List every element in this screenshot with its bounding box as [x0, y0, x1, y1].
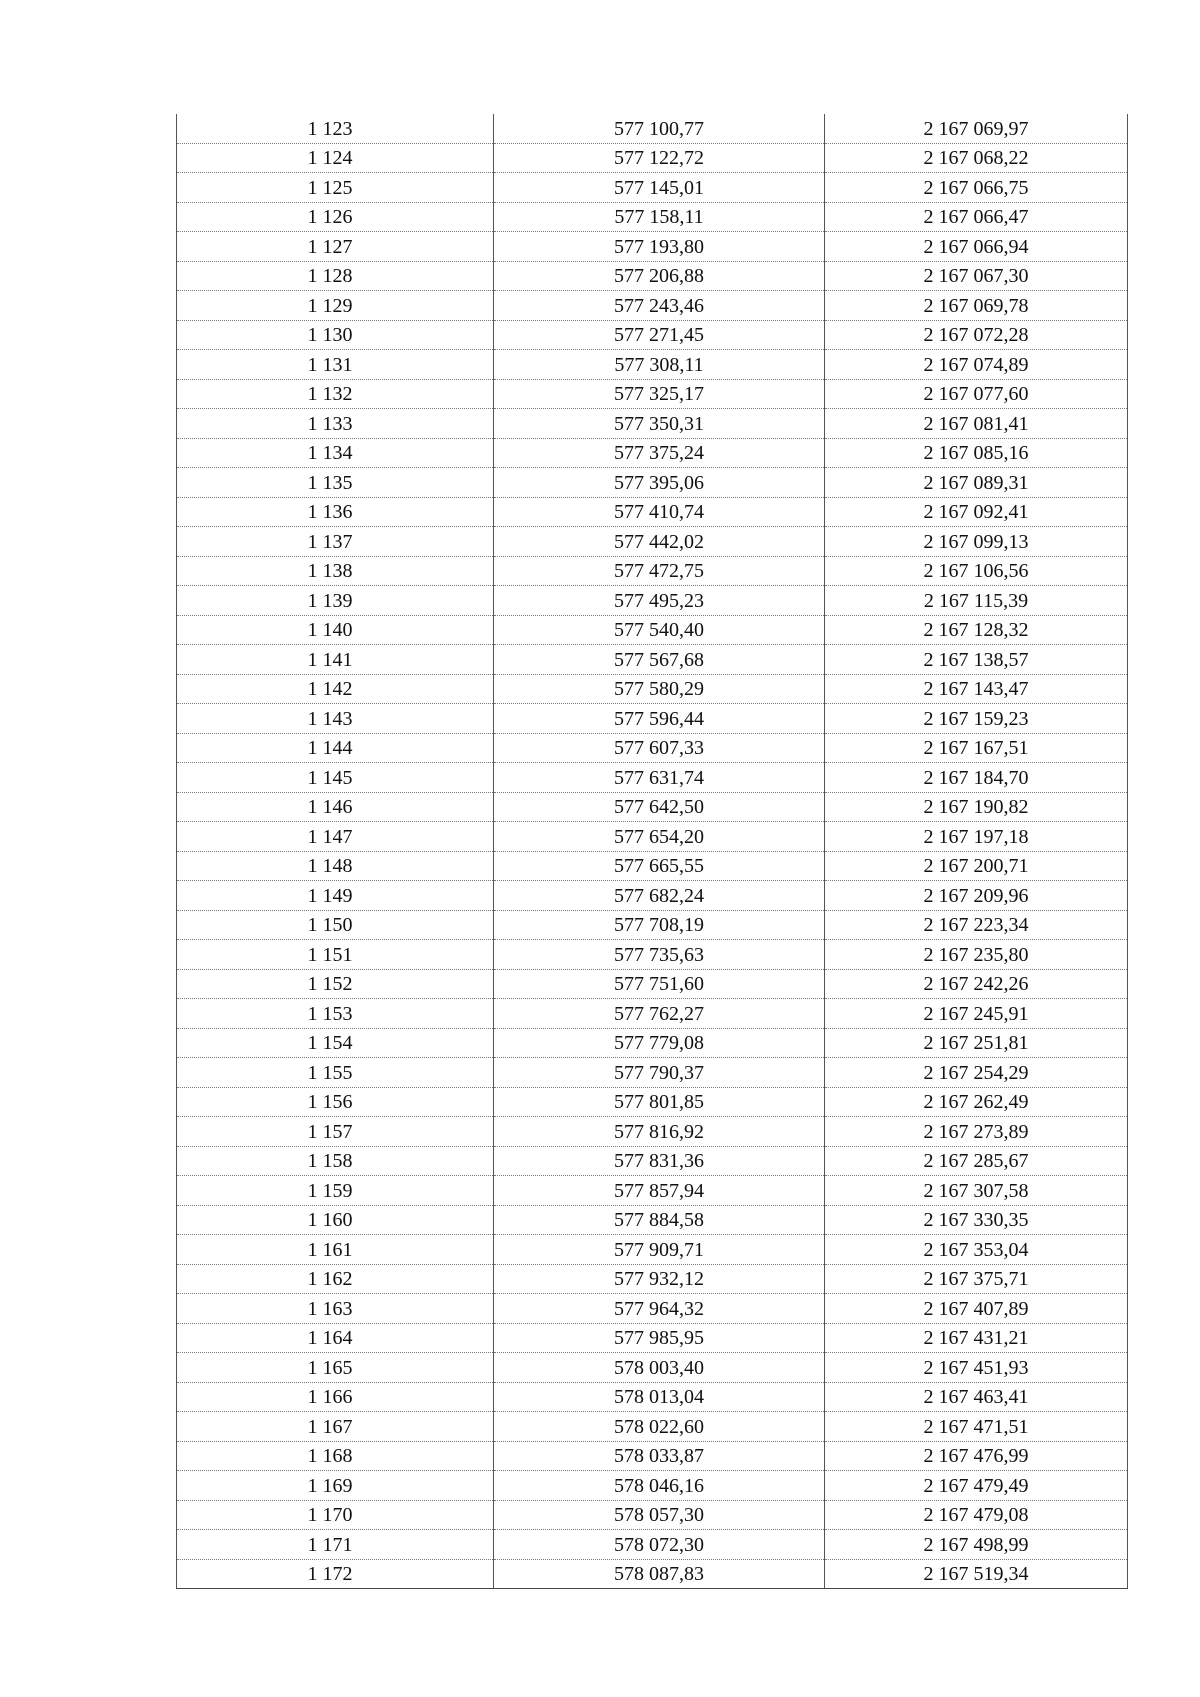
x-coordinate-cell: 577 395,06: [494, 468, 825, 498]
x-coordinate-cell: 578 072,30: [494, 1530, 825, 1560]
table-row: [177, 1117, 1128, 1147]
y-coordinate-cell: 2 167 184,70: [825, 763, 1128, 793]
point-number-cell: 1 156: [177, 1087, 494, 1117]
table-row: [177, 497, 1128, 527]
point-number-cell: 1 148: [177, 851, 494, 881]
table-row: [177, 792, 1128, 822]
y-coordinate-cell: 2 167 077,60: [825, 379, 1128, 409]
table-row: [177, 291, 1128, 321]
x-coordinate-cell: 578 087,83: [494, 1559, 825, 1589]
x-coordinate-cell: 578 046,16: [494, 1471, 825, 1501]
y-coordinate-cell: 2 167 167,51: [825, 733, 1128, 763]
table-row: [177, 586, 1128, 616]
table-row: [177, 704, 1128, 734]
point-number-cell: 1 127: [177, 232, 494, 262]
table-row: [177, 202, 1128, 232]
y-coordinate-cell: 2 167 068,22: [825, 143, 1128, 173]
x-coordinate-cell: 577 193,80: [494, 232, 825, 262]
point-number-cell: 1 161: [177, 1235, 494, 1265]
point-number-cell: 1 160: [177, 1205, 494, 1235]
table-row: [177, 1058, 1128, 1088]
point-number-cell: 1 142: [177, 674, 494, 704]
table-row: [177, 409, 1128, 439]
point-number-cell: 1 130: [177, 320, 494, 350]
point-number-cell: 1 135: [177, 468, 494, 498]
point-number-cell: 1 172: [177, 1559, 494, 1589]
y-coordinate-cell: 2 167 200,71: [825, 851, 1128, 881]
coordinate-table-body: [177, 114, 1128, 1589]
point-number-cell: 1 146: [177, 792, 494, 822]
x-coordinate-cell: 577 472,75: [494, 556, 825, 586]
x-coordinate-cell: 578 022,60: [494, 1412, 825, 1442]
point-number-cell: 1 159: [177, 1176, 494, 1206]
point-number-cell: 1 158: [177, 1146, 494, 1176]
y-coordinate-cell: 2 167 251,81: [825, 1028, 1128, 1058]
table-row: [177, 851, 1128, 881]
table-row: [177, 763, 1128, 793]
y-coordinate-cell: 2 167 519,34: [825, 1559, 1128, 1589]
point-number-cell: 1 131: [177, 350, 494, 380]
point-number-cell: 1 170: [177, 1500, 494, 1530]
point-number-cell: 1 126: [177, 202, 494, 232]
table-row: [177, 1412, 1128, 1442]
point-number-cell: 1 134: [177, 438, 494, 468]
point-number-cell: 1 166: [177, 1382, 494, 1412]
table-row: [177, 733, 1128, 763]
y-coordinate-cell: 2 167 242,26: [825, 969, 1128, 999]
table-row: [177, 674, 1128, 704]
point-number-cell: 1 141: [177, 645, 494, 675]
x-coordinate-cell: 578 003,40: [494, 1353, 825, 1383]
x-coordinate-cell: 577 350,31: [494, 409, 825, 439]
x-coordinate-cell: 577 158,11: [494, 202, 825, 232]
point-number-cell: 1 163: [177, 1294, 494, 1324]
x-coordinate-cell: 577 100,77: [494, 114, 825, 143]
x-coordinate-cell: 577 790,37: [494, 1058, 825, 1088]
table-row: [177, 468, 1128, 498]
y-coordinate-cell: 2 167 066,94: [825, 232, 1128, 262]
point-number-cell: 1 164: [177, 1323, 494, 1353]
table-row: [177, 1028, 1128, 1058]
table-row: [177, 645, 1128, 675]
table-row: [177, 379, 1128, 409]
y-coordinate-cell: 2 167 066,75: [825, 173, 1128, 203]
y-coordinate-cell: 2 167 115,39: [825, 586, 1128, 616]
x-coordinate-cell: 577 122,72: [494, 143, 825, 173]
table-row: [177, 999, 1128, 1029]
x-coordinate-cell: 577 580,29: [494, 674, 825, 704]
table-row: [177, 940, 1128, 970]
table-row: [177, 1205, 1128, 1235]
table-row: [177, 1235, 1128, 1265]
table-row: [177, 969, 1128, 999]
x-coordinate-cell: 577 985,95: [494, 1323, 825, 1353]
y-coordinate-cell: 2 167 069,78: [825, 291, 1128, 321]
y-coordinate-cell: 2 167 074,89: [825, 350, 1128, 380]
y-coordinate-cell: 2 167 307,58: [825, 1176, 1128, 1206]
table-row: [177, 1087, 1128, 1117]
table-row: [177, 1294, 1128, 1324]
table-row: [177, 114, 1128, 143]
y-coordinate-cell: 2 167 081,41: [825, 409, 1128, 439]
y-coordinate-cell: 2 167 072,28: [825, 320, 1128, 350]
table-row: [177, 320, 1128, 350]
point-number-cell: 1 140: [177, 615, 494, 645]
y-coordinate-cell: 2 167 106,56: [825, 556, 1128, 586]
y-coordinate-cell: 2 167 375,71: [825, 1264, 1128, 1294]
y-coordinate-cell: 2 167 479,49: [825, 1471, 1128, 1501]
table-row: [177, 1471, 1128, 1501]
point-number-cell: 1 129: [177, 291, 494, 321]
point-number-cell: 1 165: [177, 1353, 494, 1383]
point-number-cell: 1 136: [177, 497, 494, 527]
point-number-cell: 1 123: [177, 114, 494, 143]
y-coordinate-cell: 2 167 353,04: [825, 1235, 1128, 1265]
point-number-cell: 1 125: [177, 173, 494, 203]
y-coordinate-cell: 2 167 197,18: [825, 822, 1128, 852]
x-coordinate-cell: 577 932,12: [494, 1264, 825, 1294]
point-number-cell: 1 144: [177, 733, 494, 763]
x-coordinate-cell: 577 410,74: [494, 497, 825, 527]
x-coordinate-cell: 577 735,63: [494, 940, 825, 970]
point-number-cell: 1 139: [177, 586, 494, 616]
x-coordinate-cell: 577 884,58: [494, 1205, 825, 1235]
x-coordinate-cell: 577 682,24: [494, 881, 825, 911]
table-row: [177, 261, 1128, 291]
x-coordinate-cell: 577 206,88: [494, 261, 825, 291]
y-coordinate-cell: 2 167 143,47: [825, 674, 1128, 704]
table-row: [177, 1530, 1128, 1560]
y-coordinate-cell: 2 167 451,93: [825, 1353, 1128, 1383]
point-number-cell: 1 150: [177, 910, 494, 940]
table-row: [177, 1382, 1128, 1412]
x-coordinate-cell: 577 442,02: [494, 527, 825, 557]
x-coordinate-cell: 577 567,68: [494, 645, 825, 675]
y-coordinate-cell: 2 167 245,91: [825, 999, 1128, 1029]
x-coordinate-cell: 577 375,24: [494, 438, 825, 468]
table-row: [177, 1441, 1128, 1471]
x-coordinate-cell: 577 909,71: [494, 1235, 825, 1265]
point-number-cell: 1 152: [177, 969, 494, 999]
x-coordinate-cell: 577 596,44: [494, 704, 825, 734]
x-coordinate-cell: 578 033,87: [494, 1441, 825, 1471]
x-coordinate-cell: 577 243,46: [494, 291, 825, 321]
y-coordinate-cell: 2 167 089,31: [825, 468, 1128, 498]
x-coordinate-cell: 578 057,30: [494, 1500, 825, 1530]
x-coordinate-cell: 577 831,36: [494, 1146, 825, 1176]
point-number-cell: 1 149: [177, 881, 494, 911]
table-row: [177, 615, 1128, 645]
x-coordinate-cell: 577 665,55: [494, 851, 825, 881]
x-coordinate-cell: 577 642,50: [494, 792, 825, 822]
y-coordinate-cell: 2 167 463,41: [825, 1382, 1128, 1412]
table-row: [177, 350, 1128, 380]
coordinate-table: [176, 114, 1128, 1589]
table-row: [177, 143, 1128, 173]
point-number-cell: 1 128: [177, 261, 494, 291]
table-row: [177, 527, 1128, 557]
point-number-cell: 1 145: [177, 763, 494, 793]
y-coordinate-cell: 2 167 407,89: [825, 1294, 1128, 1324]
point-number-cell: 1 155: [177, 1058, 494, 1088]
x-coordinate-cell: 577 708,19: [494, 910, 825, 940]
table-row: [177, 1176, 1128, 1206]
y-coordinate-cell: 2 167 128,32: [825, 615, 1128, 645]
x-coordinate-cell: 577 308,11: [494, 350, 825, 380]
x-coordinate-cell: 577 654,20: [494, 822, 825, 852]
x-coordinate-cell: 578 013,04: [494, 1382, 825, 1412]
x-coordinate-cell: 577 857,94: [494, 1176, 825, 1206]
table-row: [177, 1559, 1128, 1589]
x-coordinate-cell: 577 145,01: [494, 173, 825, 203]
y-coordinate-cell: 2 167 273,89: [825, 1117, 1128, 1147]
table-row: [177, 910, 1128, 940]
point-number-cell: 1 138: [177, 556, 494, 586]
y-coordinate-cell: 2 167 190,82: [825, 792, 1128, 822]
x-coordinate-cell: 577 271,45: [494, 320, 825, 350]
table-row: [177, 1353, 1128, 1383]
y-coordinate-cell: 2 167 285,67: [825, 1146, 1128, 1176]
x-coordinate-cell: 577 964,32: [494, 1294, 825, 1324]
y-coordinate-cell: 2 167 209,96: [825, 881, 1128, 911]
y-coordinate-cell: 2 167 471,51: [825, 1412, 1128, 1442]
y-coordinate-cell: 2 167 066,47: [825, 202, 1128, 232]
x-coordinate-cell: 577 495,23: [494, 586, 825, 616]
x-coordinate-cell: 577 751,60: [494, 969, 825, 999]
table-row: [177, 438, 1128, 468]
table-row: [177, 1323, 1128, 1353]
point-number-cell: 1 137: [177, 527, 494, 557]
x-coordinate-cell: 577 801,85: [494, 1087, 825, 1117]
x-coordinate-cell: 577 631,74: [494, 763, 825, 793]
y-coordinate-cell: 2 167 235,80: [825, 940, 1128, 970]
x-coordinate-cell: 577 540,40: [494, 615, 825, 645]
y-coordinate-cell: 2 167 262,49: [825, 1087, 1128, 1117]
y-coordinate-cell: 2 167 254,29: [825, 1058, 1128, 1088]
x-coordinate-cell: 577 607,33: [494, 733, 825, 763]
point-number-cell: 1 154: [177, 1028, 494, 1058]
y-coordinate-cell: 2 167 223,34: [825, 910, 1128, 940]
x-coordinate-cell: 577 816,92: [494, 1117, 825, 1147]
table-row: [177, 556, 1128, 586]
x-coordinate-cell: 577 779,08: [494, 1028, 825, 1058]
point-number-cell: 1 143: [177, 704, 494, 734]
y-coordinate-cell: 2 167 085,16: [825, 438, 1128, 468]
y-coordinate-cell: 2 167 092,41: [825, 497, 1128, 527]
point-number-cell: 1 147: [177, 822, 494, 852]
table-row: [177, 1146, 1128, 1176]
point-number-cell: 1 171: [177, 1530, 494, 1560]
table-row: [177, 1500, 1128, 1530]
table-row: [177, 822, 1128, 852]
point-number-cell: 1 162: [177, 1264, 494, 1294]
point-number-cell: 1 167: [177, 1412, 494, 1442]
table-row: [177, 232, 1128, 262]
y-coordinate-cell: 2 167 476,99: [825, 1441, 1128, 1471]
y-coordinate-cell: 2 167 069,97: [825, 114, 1128, 143]
point-number-cell: 1 157: [177, 1117, 494, 1147]
table-row: [177, 881, 1128, 911]
point-number-cell: 1 153: [177, 999, 494, 1029]
table-row: [177, 1264, 1128, 1294]
y-coordinate-cell: 2 167 159,23: [825, 704, 1128, 734]
point-number-cell: 1 132: [177, 379, 494, 409]
y-coordinate-cell: 2 167 067,30: [825, 261, 1128, 291]
table-row: [177, 173, 1128, 203]
y-coordinate-cell: 2 167 138,57: [825, 645, 1128, 675]
x-coordinate-cell: 577 762,27: [494, 999, 825, 1029]
point-number-cell: 1 124: [177, 143, 494, 173]
point-number-cell: 1 169: [177, 1471, 494, 1501]
y-coordinate-cell: 2 167 431,21: [825, 1323, 1128, 1353]
y-coordinate-cell: 2 167 330,35: [825, 1205, 1128, 1235]
point-number-cell: 1 168: [177, 1441, 494, 1471]
point-number-cell: 1 151: [177, 940, 494, 970]
y-coordinate-cell: 2 167 099,13: [825, 527, 1128, 557]
y-coordinate-cell: 2 167 498,99: [825, 1530, 1128, 1560]
point-number-cell: 1 133: [177, 409, 494, 439]
x-coordinate-cell: 577 325,17: [494, 379, 825, 409]
y-coordinate-cell: 2 167 479,08: [825, 1500, 1128, 1530]
